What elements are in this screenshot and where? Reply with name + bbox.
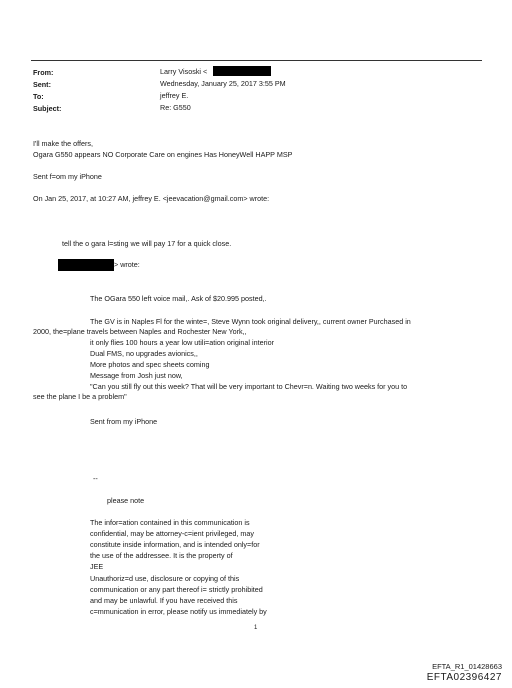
- disclaimer-line: constitute inside information, and is intended only=for: [90, 540, 260, 549]
- disclaimer-line: the use of the addressee. It is the property of: [90, 551, 233, 560]
- quoted-line: The OGara 550 left voice mail,. Ask of $20.995 posted,.: [90, 294, 267, 303]
- quoted-line: see the plane I be a problem": [33, 392, 127, 401]
- quoted-attribution: > wrote:: [114, 260, 140, 269]
- disclaimer-line: JEE: [90, 562, 104, 571]
- subject-value: Re: G550: [160, 103, 191, 112]
- body-line: Ogara G550 appears NO Corporate Care on engines Has HoneyWell HAPP MSP: [33, 150, 293, 159]
- quoted-line: 2000, the=plane travels between Naples and Rochester New York,,: [33, 327, 247, 336]
- from-value: Larry Visoski <: [160, 67, 208, 76]
- sent-label: Sent:: [33, 80, 51, 89]
- bates-id-primary: EFTA_R1_01428663: [432, 662, 502, 671]
- quoted-line: More photos and spec sheets coming: [90, 360, 210, 369]
- quoted-line: tell the o gara l=sting we will pay 17 for a quick close.: [62, 239, 232, 248]
- page-number: 1: [254, 625, 258, 631]
- quoted-signature: Sent from my iPhone: [90, 417, 158, 426]
- signature-separator: --: [93, 474, 98, 483]
- disclaimer-line: and may be unlawful. If you have received this: [90, 596, 238, 605]
- to-value: jeffrey E.: [160, 91, 189, 100]
- disclaimer-heading: please note: [107, 496, 145, 505]
- redaction-quoted-sender: [58, 259, 114, 271]
- subject-label: Subject:: [33, 104, 62, 113]
- quoted-line: The GV is in Naples Fl for the winte=, Steve Wynn took original delivery,, current owner Purchased in: [90, 317, 411, 326]
- sent-value: Wednesday, January 25, 2017 3:55 PM: [160, 79, 286, 88]
- disclaimer-line: Unauthoriz=d use, disclosure or copying of this: [90, 574, 240, 583]
- bates-id-secondary: EFTA02396427: [426, 672, 502, 683]
- quoted-line: it only flies 100 hours a year low utili=ation original interior: [90, 338, 274, 347]
- quoted-line: "Can you still fly out this week? That will be very important to Chevr=n. Waiting two weeks for you to: [90, 382, 408, 391]
- disclaimer-line: communication or any part thereof i= strictly prohibited: [90, 585, 263, 594]
- disclaimer-line: The infor=ation contained in this communication is: [90, 518, 250, 527]
- from-label: From:: [33, 68, 54, 77]
- disclaimer-line: c=mmunication in error, please notify us immediately by: [90, 607, 267, 616]
- disclaimer-line: confidential, may be attorney-c=ient privileged, may: [90, 529, 254, 538]
- body-line: I'll make the offers,: [33, 139, 93, 148]
- to-label: To:: [33, 92, 44, 101]
- quoted-line: Message from Josh just now,: [90, 371, 183, 380]
- body-line: Sent f=om my iPhone: [33, 172, 102, 181]
- redaction-sender-email: [213, 66, 271, 76]
- quote-attribution: On Jan 25, 2017, at 10:27 AM, jeffrey E. <jeevacation@gmail.com> wrote:: [33, 194, 270, 203]
- header-top-rule: [31, 60, 482, 61]
- quoted-line: Dual FMS, no upgrades avionics,,: [90, 349, 198, 358]
